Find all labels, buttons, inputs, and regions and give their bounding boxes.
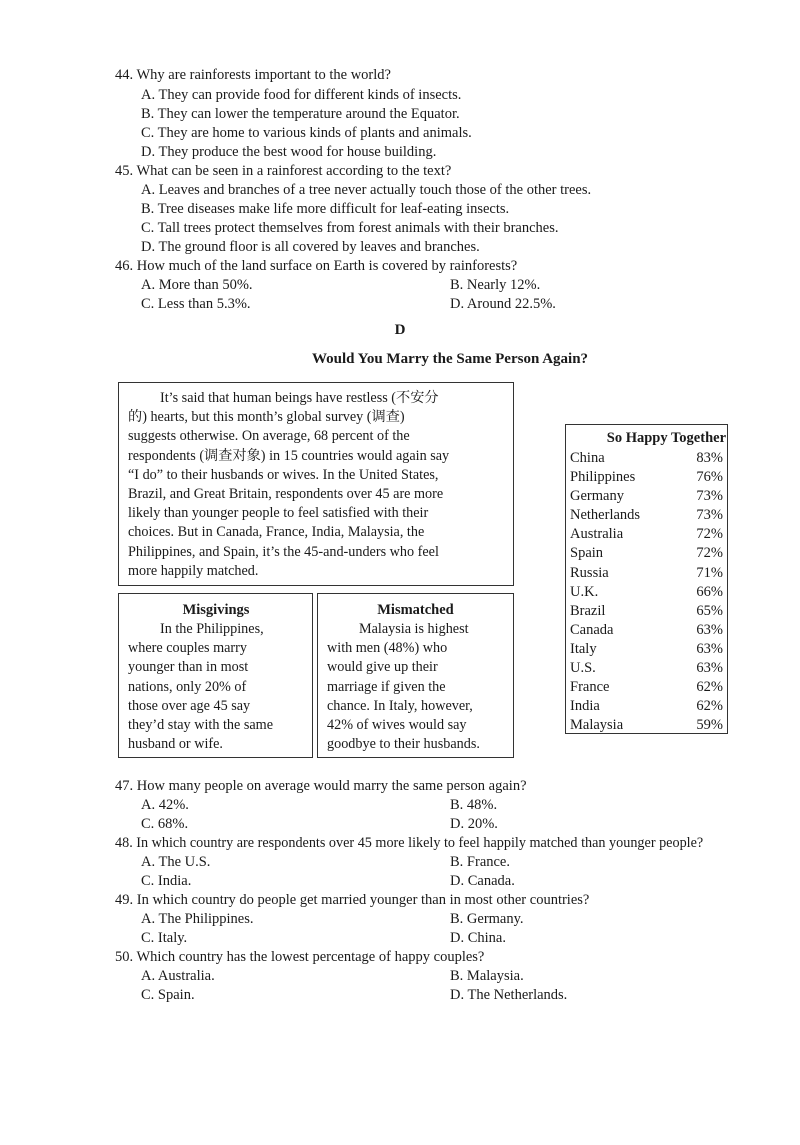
question-50-option-b: B. Malaysia. xyxy=(450,968,524,984)
mismatched-line: goodbye to their husbands. xyxy=(327,736,480,753)
question-47-stem: 47. How many people on average would marry the same person again? xyxy=(115,778,527,794)
country-percentage: 76% xyxy=(696,469,723,486)
country-name: Brazil xyxy=(570,602,606,619)
question-46-stem: 46. How much of the land surface on Earth is covered by rainforests? xyxy=(115,258,518,274)
passage-line: likely than younger people to feel satisfied with their xyxy=(128,505,429,522)
question-50-option-a: A. Australia. xyxy=(141,968,215,984)
passage-line: suggests otherwise. On average, 68 percent of the xyxy=(128,428,410,445)
question-48-option-b: B. France. xyxy=(450,854,510,870)
country-name: Canada xyxy=(570,621,614,638)
mismatched-box xyxy=(317,593,514,758)
passage-line: more happily matched. xyxy=(128,562,259,579)
misgivings-box xyxy=(118,593,313,758)
country-name: U.S. xyxy=(570,660,596,677)
country-percentage: 83% xyxy=(696,450,723,466)
passage-line: choices. But in Canada, France, India, Malaysia, the xyxy=(128,524,425,541)
question-45-option-c: C. Tall trees protect themselves from forest animals with their branches. xyxy=(141,220,559,236)
mismatched-line: Malaysia is highest xyxy=(359,621,469,637)
happy-table-row xyxy=(570,449,725,468)
country-percentage: 72% xyxy=(696,526,723,543)
question-44-option-d: D. They produce the best wood for house building. xyxy=(141,144,437,160)
country-percentage: 66% xyxy=(696,583,723,600)
passage-line: respondents (调查对象) in 15 countries would again say xyxy=(128,447,450,464)
question-45-option-a: A. Leaves and branches of a tree never actually touch those of the other trees. xyxy=(141,182,592,198)
mismatched-line: with men (48%) who xyxy=(327,640,448,657)
happy-table-body xyxy=(570,449,725,735)
country-name: Germany xyxy=(570,488,624,505)
question-48-stem: 48. In which country are respondents over 45 more likely to feel happily matched than younger people? xyxy=(115,835,704,851)
passage-line: 的) hearts, but this month’s global survey (调查) xyxy=(128,409,405,426)
happy-table-row xyxy=(570,583,725,602)
mismatched-line: chance. In Italy, however, xyxy=(327,697,473,714)
passage-line: It’s said that human beings have restless (不安分 xyxy=(160,390,439,406)
question-49-stem: 49. In which country do people get married younger than in most other countries? xyxy=(115,892,590,908)
country-name: Russia xyxy=(570,564,609,581)
question-46-option-b: B. Nearly 12%. xyxy=(450,277,541,293)
question-50-option-d: D. The Netherlands. xyxy=(450,987,568,1003)
country-percentage: 62% xyxy=(696,679,723,696)
country-percentage: 71% xyxy=(696,564,723,581)
passage-box xyxy=(118,382,514,586)
question-49-option-a: A. The Philippines. xyxy=(141,911,254,927)
question-49-option-b: B. Germany. xyxy=(450,911,524,927)
happy-table-row xyxy=(570,487,725,506)
mismatched-title: Mismatched xyxy=(377,602,454,618)
question-45-stem: 45. What can be seen in a rainforest according to the text? xyxy=(115,163,452,179)
question-50-stem: 50. Which country has the lowest percentage of happy couples? xyxy=(115,949,485,965)
passage-line: Philippines, and Spain, it’s the 45-and-unders who feel xyxy=(128,543,439,560)
happy-table-row xyxy=(570,640,725,659)
question-47-option-b: B. 48%. xyxy=(450,797,498,813)
mismatched-line: marriage if given the xyxy=(327,678,446,695)
country-name: Spain xyxy=(570,545,604,562)
happy-table-row xyxy=(570,564,725,583)
misgivings-line: husband or wife. xyxy=(128,736,223,753)
section-title: Would You Marry the Same Person Again? xyxy=(311,351,589,367)
happy-table-row xyxy=(570,602,725,621)
mismatched-line: would give up their xyxy=(327,659,438,676)
happy-table-title: So Happy Together xyxy=(606,430,726,446)
mismatched-line: 42% of wives would say xyxy=(327,717,467,734)
passage-line: Brazil, and Great Britain, respondents over 45 are more xyxy=(128,486,444,503)
misgivings-line: nations, only 20% of xyxy=(128,678,247,695)
misgivings-line: In the Philippines, xyxy=(160,621,264,637)
happy-together-table xyxy=(565,424,728,734)
misgivings-line: those over age 45 say xyxy=(128,697,251,714)
question-50-option-c: C. Spain. xyxy=(141,987,195,1003)
question-44-option-b: B. They can lower the temperature around the Equator. xyxy=(141,106,460,122)
country-name: China xyxy=(570,450,605,466)
question-48-option-d: D. Canada. xyxy=(450,873,515,889)
question-49-option-d: D. China. xyxy=(450,930,506,946)
question-47-option-a: A. 42%. xyxy=(141,797,189,813)
misgivings-line: younger than in most xyxy=(128,659,249,676)
question-46-option-d: D. Around 22.5%. xyxy=(450,296,556,312)
happy-table-row xyxy=(570,468,725,487)
question-44-option-a: A. They can provide food for different kinds of insects. xyxy=(141,87,462,103)
passage-line: “I do” to their husbands or wives. In the United States, xyxy=(128,466,439,483)
happy-table-row xyxy=(570,697,725,716)
question-47-option-d: D. 20%. xyxy=(450,816,498,832)
country-percentage: 73% xyxy=(696,507,723,524)
country-name: France xyxy=(570,679,610,696)
question-48-option-c: C. India. xyxy=(141,873,192,889)
question-44-option-c: C. They are home to various kinds of plants and animals. xyxy=(141,125,472,141)
country-percentage: 72% xyxy=(696,545,723,562)
country-name: Australia xyxy=(570,526,624,543)
misgivings-title: Misgivings xyxy=(182,602,250,618)
country-percentage: 65% xyxy=(696,602,723,619)
question-49-option-c: C. Italy. xyxy=(141,930,188,946)
question-46-option-c: C. Less than 5.3%. xyxy=(141,296,251,312)
country-name: Netherlands xyxy=(570,507,641,524)
country-name: Philippines xyxy=(570,469,636,486)
country-percentage: 73% xyxy=(696,488,723,505)
question-45-option-d: D. The ground floor is all covered by leaves and branches. xyxy=(141,239,480,255)
question-44-stem: 44. Why are rainforests important to the world? xyxy=(115,67,391,83)
country-name: Italy xyxy=(570,640,597,657)
question-45-option-b: B. Tree diseases make life more difficult for leaf-eating insects. xyxy=(141,201,510,217)
country-name: India xyxy=(570,698,600,715)
country-percentage: 63% xyxy=(696,660,723,677)
happy-table-row xyxy=(570,716,725,735)
misgivings-line: where couples marry xyxy=(128,640,247,657)
question-48-option-a: A. The U.S. xyxy=(141,854,211,870)
section-letter: D xyxy=(394,322,406,338)
happy-table-row xyxy=(570,621,725,640)
country-percentage: 59% xyxy=(696,717,723,734)
country-name: Malaysia xyxy=(570,717,624,734)
country-percentage: 63% xyxy=(696,621,723,638)
happy-table-row xyxy=(570,525,725,544)
question-47-option-c: C. 68%. xyxy=(141,816,189,832)
happy-table-row xyxy=(570,506,725,525)
happy-table-row xyxy=(570,678,725,697)
country-percentage: 63% xyxy=(696,640,723,657)
question-46-option-a: A. More than 50%. xyxy=(141,277,253,293)
country-percentage: 62% xyxy=(696,698,723,715)
misgivings-line: they’d stay with the same xyxy=(128,717,273,734)
happy-table-row xyxy=(570,659,725,678)
country-name: U.K. xyxy=(570,583,599,600)
happy-table-row xyxy=(570,544,725,563)
